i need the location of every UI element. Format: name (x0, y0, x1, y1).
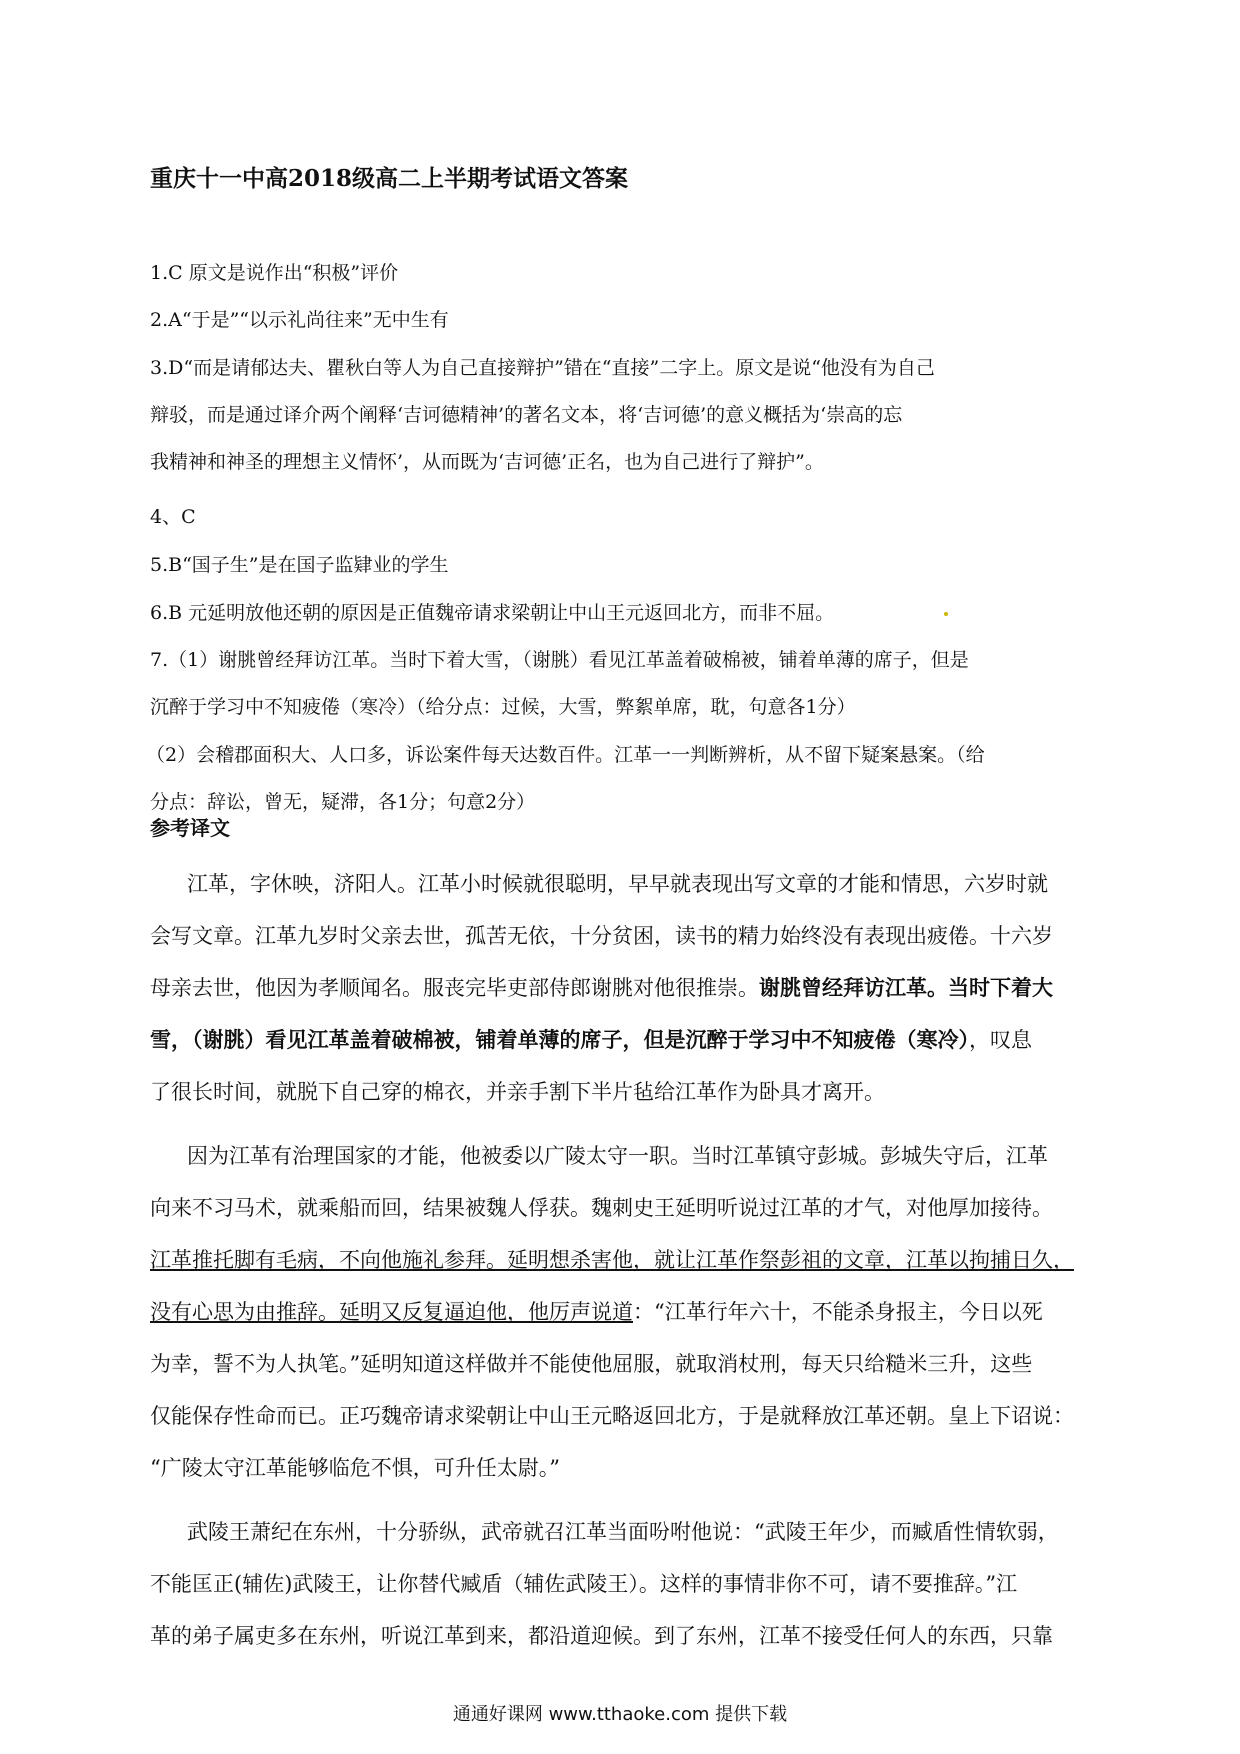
translation-p1-line-4 (150, 1024, 1100, 1054)
translation-p3-line-2: 不能匡正(辅佐)武陵王，让你替代臧盾（辅佐武陵王）。这样的事情非你不可，请不要推辞。”江 (150, 1572, 1018, 1596)
translation-p1-line-3-bold: 谢朓曾经拜访江革。当时下着大 (759, 975, 1053, 1000)
translation-p2-line-3: 江革推托脚有毛病，不向他施礼参拜。延明想杀害他，就让江革作祭彭祖的文章，江革以拘捕日久， (150, 1248, 1074, 1272)
translation-p1-line-3-text: 母亲去世，他因为孝顺闻名。服丧完毕吏部侍郎谢朓对他很推崇。 (150, 976, 759, 1000)
answer-7-2-line-1: （2）会稽郡面积大、人口多，诉讼案件每天达数百件。江革一一判断辨析，从不留下疑案悬案。（给 (146, 744, 985, 766)
translation-p2-line-4-tail: ：“江革行年六十，不能杀身报主，今日以死 (633, 1300, 1043, 1324)
answer-3-line-2: 辩驳，而是通过译介两个阐释‘吉诃德精神’的著名文本，将‘吉诃德’的意义概括为‘崇高的忘 (150, 404, 903, 426)
answer-7-2-line-2: 分点：辞讼，曾无，疑滞，各1分；句意2分） (150, 791, 536, 813)
answer-7-1-line-1: 7.（1）谢朓曾经拜访江革。当时下着大雪，（谢朓）看见江革盖着破棉被，铺着单薄的席子，但是 (150, 649, 969, 671)
translation-p2-line-7: “广陵太守江革能够临危不惧，可升任太尉。” (150, 1456, 560, 1480)
answer-7-1-line-2: 沉醉于学习中不知疲倦（寒冷）（给分点：过候，大雪，弊絮单席，耽，句意各1分） (150, 696, 856, 718)
translation-p1-line-1: 江革，字休映，济阳人。江革小时候就很聪明，早早就表现出写文章的才能和情思，六岁时就 (187, 872, 1048, 896)
translation-p2-line-6: 仅能保存性命而已。正巧魏帝请求梁朝让中山王元略返回北方，于是就释放江革还朝。皇上下诏说： (150, 1404, 1074, 1428)
translation-p2-line-4-underlined: 没有心思为由推辞。延明又反复逼迫他，他厉声说道 (150, 1300, 633, 1324)
translation-p3-line-1: 武陵王萧纪在东州，十分骄纵，武帝就召江革当面吩咐他说：“武陵王年少，而臧盾性情软弱， (187, 1520, 1059, 1544)
translation-p2-line-1: 因为江革有治理国家的才能，他被委以广陵太守一职。当时江革镇守彭城。彭城失守后，江革 (187, 1144, 1048, 1168)
translation-p2-line-5: 为幸，誓不为人执笔。”延明知道这样做并不能使他屈服，就取消杖刑，每天只给糙米三升，这些 (150, 1352, 1033, 1376)
highlight-dot (944, 612, 948, 616)
answer-4: 4、C (150, 506, 196, 528)
translation-p3-line-3: 革的弟子属吏多在东州，听说江革到来，都沿道迎候。到了东州，江革不接受任何人的东西，只靠 (150, 1624, 1053, 1648)
translation-p1-line-4-bold: 雪，（谢朓）看见江革盖着破棉被，铺着单薄的席子，但是沉醉于学习中不知疲倦（寒冷） (150, 1027, 969, 1052)
answer-3-line-1: 3.D“而是请郁达夫、瞿秋白等人为自己直接辩护”错在“直接”二字上。原文是说“他没有为自己 (150, 357, 935, 379)
translation-p1-line-2: 会写文章。江革九岁时父亲去世，孤苦无依，十分贫困，读书的精力始终没有表现出疲倦。十六岁 (150, 924, 1053, 948)
translation-p1-line-3 (150, 972, 1100, 1002)
answer-2: 2.A“于是”“以示礼尚往来”无中生有 (150, 309, 449, 331)
translation-p1-line-4-tail: ，叹息 (969, 1028, 1032, 1052)
translation-p1-line-5: 了很长时间，就脱下自己穿的棉衣，并亲手割下半片毡给江革作为卧具才离开。 (150, 1080, 885, 1104)
page-title: 重庆十一中高2018级高二上半期考试语文答案 (150, 165, 629, 192)
answer-1: 1.C 原文是说作出“积极”评价 (150, 262, 399, 284)
translation-p2-line-4 (150, 1296, 1100, 1326)
translation-p2-line-2: 向来不习马术，就乘船而回，结果被魏人俘获。魏刺史王延明听说过江革的才气，对他厚加接待。 (150, 1196, 1053, 1220)
answer-3-line-3: 我精神和神圣的理想主义情怀’，从而既为‘吉诃德’正名，也为自己进行了辩护”。 (150, 451, 824, 473)
footer-watermark: 通通好课网 www.tthaoke.com 提供下载 (452, 1704, 788, 1725)
answer-6: 6.B 元延明放他还朝的原因是正值魏帝请求梁朝让中山王元返回北方，而非不屈。 (150, 602, 835, 624)
translation-heading: 参考译文 (150, 816, 230, 840)
answer-5: 5.B“国子生”是在国子监肄业的学生 (150, 554, 449, 576)
